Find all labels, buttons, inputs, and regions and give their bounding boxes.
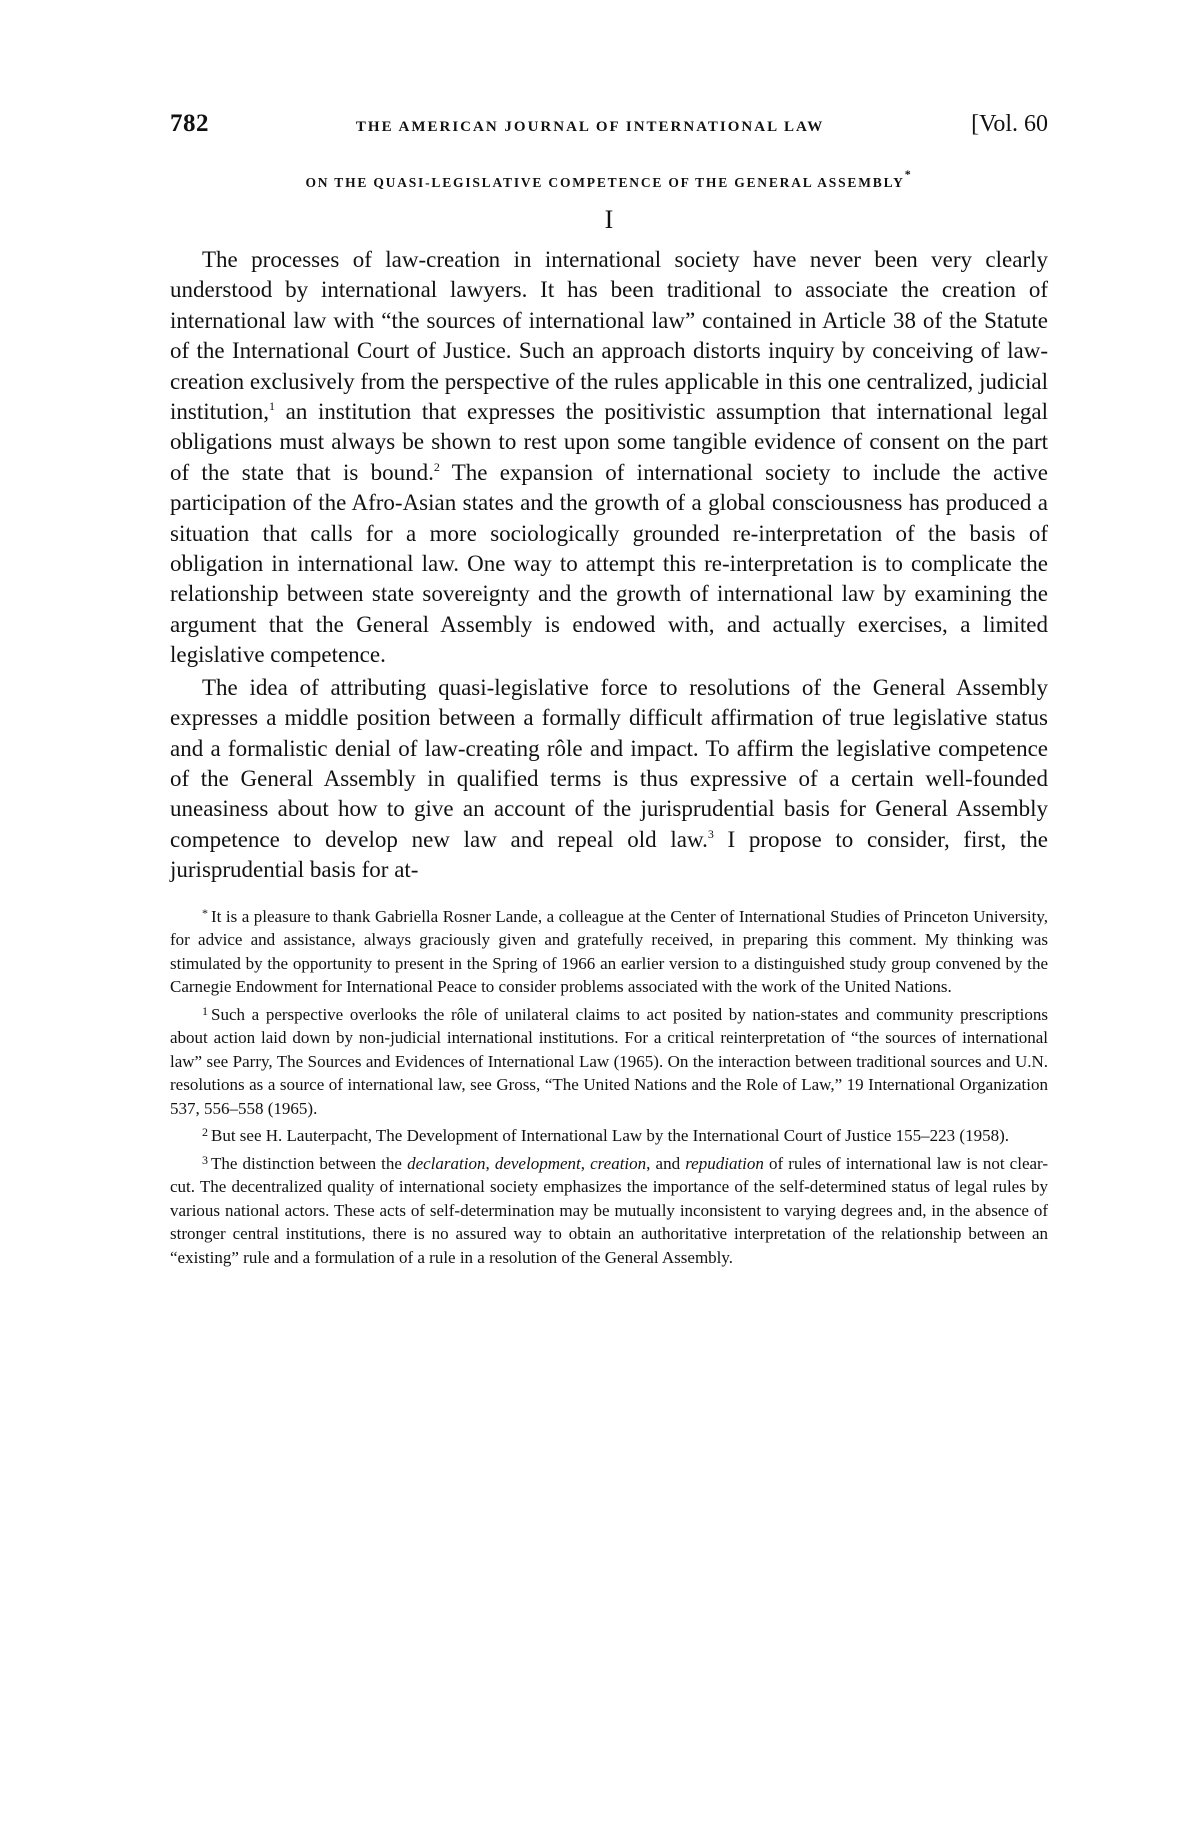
- term-declaration: declaration: [407, 1153, 486, 1173]
- footnote-ref-2: 2: [433, 459, 440, 474]
- running-head: [170, 110, 1048, 150]
- footnote-ref-1: 1: [269, 399, 276, 414]
- paragraph-2-text-a: The idea of attributing quasi-legislative force to resolutions of the General Assembly expresses a middle position between a formally difficult affirmation of true legislative status and a formalistic denial of law-creating rôle and impact. To affirm the legislative competence of the General Assembly in qualified terms is thus expressive of a certain well-founded uneasiness about how to give an account of the jurisprudential basis for General Assembly competence to develop new law and repeal old law.: [170, 674, 1048, 852]
- paragraph-1-text-b: an institution that expresses the positivistic assumption that international legal obligations must always be shown to rest upon some tangible evidence of consent on the part of the state that is bound.: [170, 399, 1048, 485]
- term-separator: ,: [485, 1153, 495, 1173]
- article-title: [170, 167, 1048, 191]
- paragraph-1: [170, 245, 1048, 671]
- footnote-3: [170, 1149, 1048, 1270]
- footnote-star: [170, 902, 1048, 999]
- footnote-mark: 1: [202, 1003, 208, 1018]
- body-text: [170, 245, 1048, 886]
- term-separator: ,: [580, 1153, 591, 1173]
- term-creation: creation: [590, 1153, 647, 1173]
- term-separator: , and: [646, 1153, 686, 1173]
- footnote-mark: 3: [202, 1152, 208, 1167]
- footnote-1: [170, 1000, 1048, 1121]
- footnote-text-rest: of rules of international law is not clear-cut. The decentralized quality of international society emphasizes the importance of the self-determined status of legal rules by various national actors. These acts of self-determination may be mutually inconsistent to varying degrees and, in the absence of stronger central institutions, there is no assured way to obtain an authoritative interpretation of the relationship between an “existing” rule and a formulation of a rule in a resolution of the General Assembly.: [170, 1153, 1049, 1267]
- footnote-text: But see H. Lauterpacht, The Development of International Law by the International Court of Justice 155–223 (1958).: [211, 1126, 1009, 1146]
- journal-page: [170, 110, 1048, 1269]
- footnote-text: It is a pleasure to thank Gabriella Rosner Lande, a colleague at the Center of International Studies of Princeton University, for advice and assistance, always graciously given and gratefully received, in preparing this comment. My thinking was stimulated by the opportunity to present in the Spring of 1966 an earlier version to a distinguished study group convened by the Carnegie Endowment for International Peace to consider problems associated with the work of the United Nations.: [170, 906, 1048, 997]
- footnote-text: Such a perspective overlooks the rôle of unilateral claims to act posited by nation-states and community prescriptions about action laid down by non-judicial international institutions. For a critical reinterpretation of “the sources of international law” see Parry, The Sources and Evidences of International Law (1965). On the interaction between traditional sources and U.N. resolutions as a source of international law, see Gross, “The United Nations and the Role of Law,” 19 International Organization 537, 556–558 (1965).: [170, 1004, 1048, 1118]
- paragraph-1-text-c: The expansion of international society to include the active participation of the Afro-Asian states and the growth of a global consciousness has produced a situation that calls for a more sociologically grounded re-interpretation of the basis of obligation in international law. One way to attempt this re-interpretation is to complicate the relationship between state sovereignty and the growth of international law by examining the argument that the General Assembly is endowed with, and actually exercises, a limited legislative competence.: [170, 459, 1048, 668]
- journal-title: THE AMERICAN JOURNAL OF INTERNATIONAL LAW: [355, 119, 825, 135]
- footnote-mark: 2: [202, 1125, 208, 1140]
- footnote-ref-3: 3: [707, 826, 714, 841]
- footnote-2: [170, 1121, 1048, 1148]
- term-repudiation: repudiation: [685, 1153, 764, 1173]
- footnote-text-intro: The distinction between the: [211, 1153, 408, 1173]
- page-number: 782: [170, 110, 209, 137]
- section-numeral: I: [604, 205, 614, 234]
- paragraph-2-text-b: I propose to consider, first, the jurisprudential basis for at-: [170, 826, 1048, 883]
- article-title-text: ON THE QUASI-LEGISLATIVE COMPETENCE OF THE GENERAL ASSEMBLY: [305, 175, 905, 190]
- volume-label: [Vol. 60: [971, 111, 1048, 137]
- term-development: development: [494, 1153, 581, 1173]
- footnote-mark: *: [202, 905, 208, 920]
- paragraph-1-text-a: The processes of law-creation in international society have never been very clearly understood by international lawyers. It has been traditional to associate the creation of international law with “the sources of international law” contained in Article 38 of the Statute of the International Court of Justice. Such an approach distorts inquiry by conceiving of law-creation exclusively from the perspective of the rules applicable in this one centralized, judicial institution,: [170, 247, 1048, 425]
- title-footnote-mark: *: [904, 167, 913, 181]
- paragraph-2: [170, 673, 1048, 886]
- footnotes: [170, 902, 1048, 1270]
